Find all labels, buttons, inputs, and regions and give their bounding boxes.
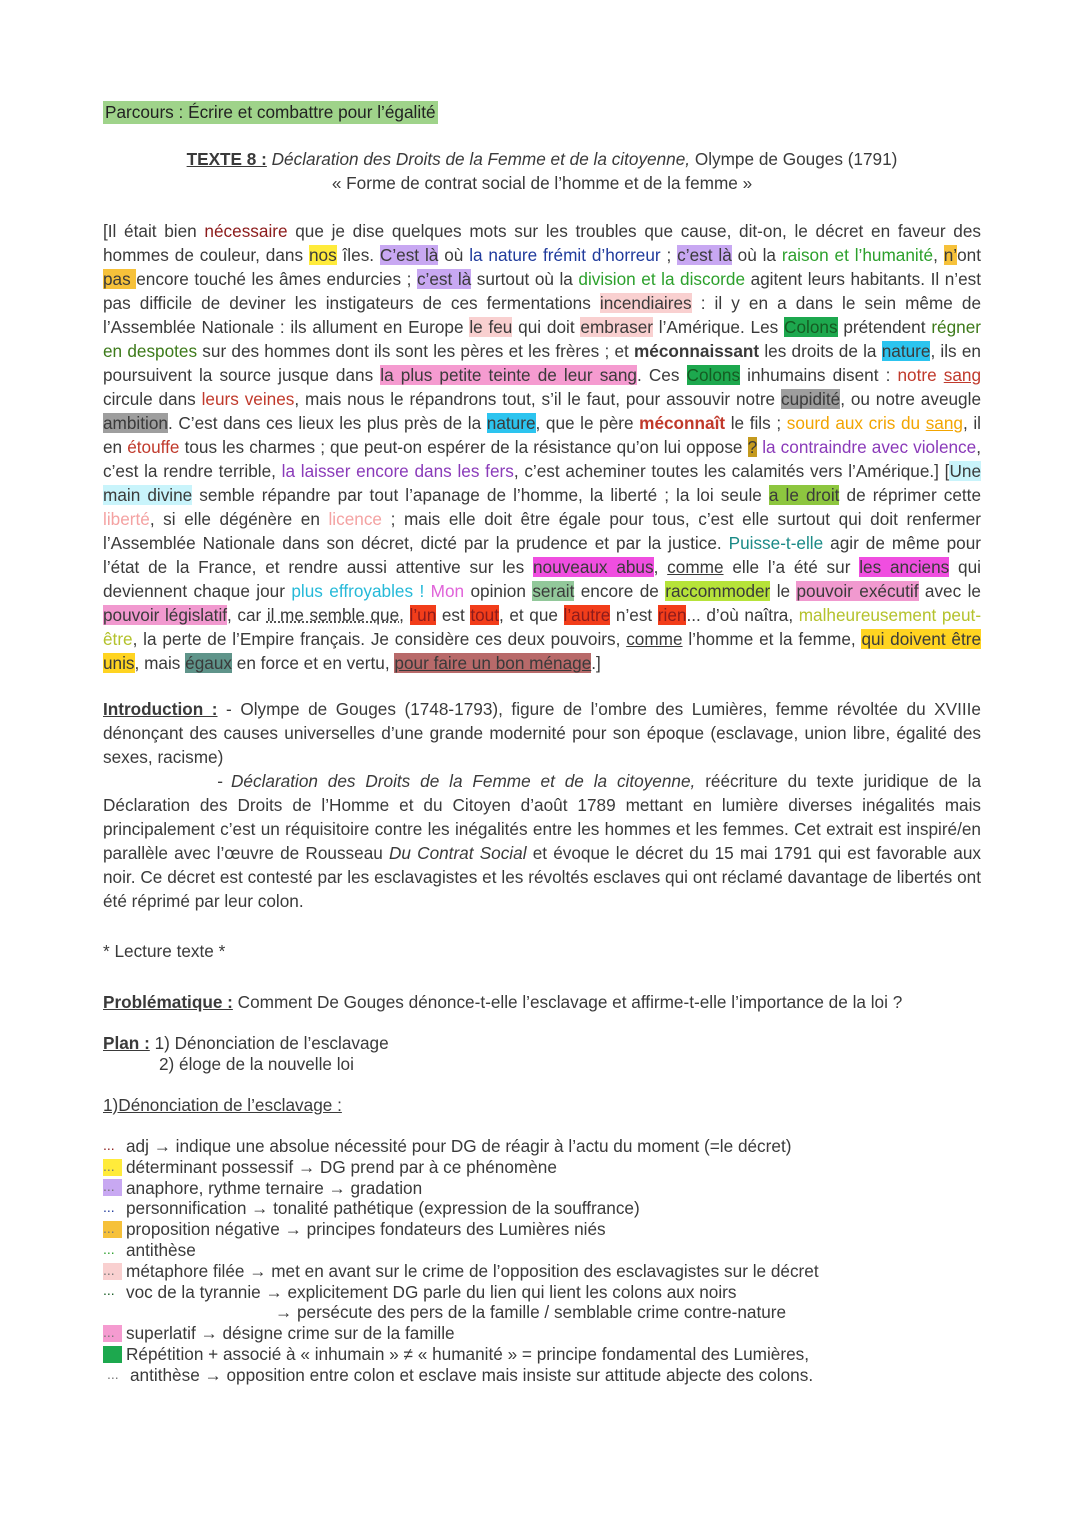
text-segment: encore de xyxy=(574,581,666,601)
text-segment: le fils ; xyxy=(725,413,787,433)
text-segment: circule dans xyxy=(103,389,202,409)
section-heading-1: 1)Dénonciation de l’esclavage : xyxy=(103,1095,342,1115)
highlighted-phrase: sang xyxy=(943,365,982,385)
text-segment: les droits de la xyxy=(759,341,882,361)
intro-text-2b: et évoque le décret du 15 mai 1791 qui est favorable aux noir. Ce décret est contesté par les esclavagistes et les révoltés esclaves qui ont réclamé davantage de libertés ont été réprimé par leur colon. xyxy=(103,843,981,911)
note-text: antithèse → opposition entre colon et esclave mais insiste sur attitude abjecte des colons. xyxy=(130,1364,814,1385)
text-segment: , il en xyxy=(103,413,982,457)
text-segment: . Ces xyxy=(636,365,687,385)
highlighted-phrase: n’ xyxy=(943,245,958,265)
plan-item-1: 1) Dénonciation de l’esclavage xyxy=(149,1033,389,1053)
highlighted-phrase: la plus petite teinte de leur sang xyxy=(380,365,637,385)
intro-text-2a: réécriture du texte juridique de la Déclaration des Droits de l’Homme et du Citoyen d’août 1789 mettant en lumière diverses inégalités mais principalement c’est un réquisitoire contre les inégalités entre les hommes et les femmes. Cet extrait est inspiré/en parallèle avec l’œuvre de Rousseau xyxy=(103,771,982,863)
highlighted-phrase: étouffe xyxy=(127,437,180,457)
note-text: proposition négative → principes fondateurs des Lumières niés xyxy=(126,1219,606,1240)
highlighted-phrase: a le droit xyxy=(768,485,840,505)
text-segment: tous les charmes ; que peut-on espérer de la résistance qu’on lui oppose xyxy=(179,437,748,457)
color-marker: ... xyxy=(103,1136,115,1153)
highlighted-phrase: le feu xyxy=(469,317,513,337)
intro-paragraph-1 xyxy=(103,697,981,769)
lecture-note: * Lecture texte * xyxy=(103,941,226,961)
highlighted-phrase: égaux xyxy=(185,653,232,673)
text-segment: . C’est dans ces lieux les plus près de la xyxy=(167,413,487,433)
text-segment: semble répandre par tout l’apanage de l’homme, la liberté ; la loi seule xyxy=(192,485,769,505)
text-segment: ; xyxy=(660,245,678,265)
text-segment: , ou notre aveugle xyxy=(840,389,981,409)
text-segment: , si elle dégénère en xyxy=(149,509,329,529)
highlighted-phrase: raison et l’humanité xyxy=(781,245,934,265)
highlighted-phrase: Mon xyxy=(430,581,465,601)
text-segment: , xyxy=(399,605,410,625)
highlighted-phrase: embraser xyxy=(580,317,653,337)
note-text: anaphore, rythme ternaire → gradation xyxy=(126,1177,423,1198)
plan-item-2: 2) éloge de la nouvelle loi xyxy=(159,1054,354,1074)
text-segment: , car xyxy=(227,605,267,625)
highlighted-phrase: pas xyxy=(103,269,137,289)
introduction xyxy=(103,697,981,913)
note-text: déterminant possessif → DG prend par à ce phénomène xyxy=(126,1156,557,1177)
title-line xyxy=(103,147,981,171)
plan xyxy=(103,1033,981,1075)
highlighted-phrase: nos xyxy=(308,245,337,265)
text-segment: avec le xyxy=(918,581,981,601)
text-segment: sur des hommes dont ils sont les pères et les frères ; et xyxy=(197,341,635,361)
title-label: TEXTE 8 : xyxy=(186,149,267,169)
note-text: Répétition + associé à « inhumain » ≠ « humanité » = principe fondamental des Lumières, xyxy=(126,1343,810,1364)
note-item xyxy=(103,1198,981,1219)
text-segment: encore touché les âmes endurcies ; xyxy=(136,269,417,289)
note-item xyxy=(103,1282,981,1303)
highlighted-phrase: serait xyxy=(532,581,575,601)
problematique xyxy=(103,992,981,1013)
color-marker: ... xyxy=(107,1365,119,1382)
note-item xyxy=(103,1219,981,1240)
highlighted-phrase: division et la discorde xyxy=(578,269,746,289)
text-segment: îles. xyxy=(336,245,380,265)
color-marker: ... xyxy=(103,1221,122,1238)
parcours-line xyxy=(103,101,981,124)
highlighted-phrase: l’autre xyxy=(563,605,611,625)
highlighted-phrase: raccommoder xyxy=(665,581,771,601)
highlighted-phrase: ambition xyxy=(103,413,168,433)
text-segment: que je dise quelques mots sur les troubles que cause, dit-on, le décret en faveur des hommes de couleur, dans xyxy=(103,221,981,265)
parcours-highlight: Parcours : Écrire et combattre pour l’égalité xyxy=(105,102,436,122)
color-marker: ... xyxy=(103,1282,115,1299)
plan-label: Plan : xyxy=(103,1033,150,1053)
intro-label: Introduction : xyxy=(103,699,218,719)
color-marker: ... xyxy=(103,1325,122,1342)
note-text: superlatif → désigne crime sur de la famille xyxy=(126,1323,455,1344)
text-segment: [Il était bien xyxy=(103,221,205,241)
highlighted-phrase: notre xyxy=(897,365,944,385)
text-segment: ont xyxy=(957,245,982,265)
text-segment: ... d’où naîtra, xyxy=(686,605,799,625)
text-segment: l’homme et la femme, xyxy=(682,629,862,649)
highlighted-phrase: nouveaux abus xyxy=(532,557,654,577)
text-segment: de réprimer cette xyxy=(839,485,982,505)
note-item xyxy=(103,1136,981,1157)
highlighted-phrase: qui doivent être unis xyxy=(103,629,982,673)
highlighted-phrase: c’est là xyxy=(677,245,732,265)
text-segment: , mais xyxy=(134,653,186,673)
highlighted-phrase: cupidité xyxy=(780,389,841,409)
highlighted-phrase: nécessaire xyxy=(204,221,288,241)
intro-work: Déclaration des Droits de la Femme et de la citoyenne, xyxy=(231,771,696,791)
highlighted-phrase: rien xyxy=(657,605,687,625)
highlighted-phrase: C’est là xyxy=(379,245,439,265)
highlighted-phrase: méconnaissant xyxy=(634,341,760,361)
text-segment: , et que xyxy=(499,605,564,625)
text-segment: , xyxy=(653,557,668,577)
text-segment: elle l’a été sur xyxy=(723,557,860,577)
text-segment: l’Amérique. Les xyxy=(652,317,785,337)
note-item xyxy=(103,1261,981,1282)
highlighted-phrase: la contraindre avec violence xyxy=(762,437,977,457)
note-item xyxy=(103,1344,981,1365)
note-text: personnification → tonalité pathétique (expression de la souffrance) xyxy=(126,1198,640,1219)
text-segment: .] xyxy=(591,653,601,673)
color-marker: ... xyxy=(103,1199,115,1216)
text-segment: en force et en vertu, xyxy=(232,653,395,673)
color-marker: ... xyxy=(103,1159,122,1176)
text-segment: qui deviennent chaque jour xyxy=(103,557,981,601)
page xyxy=(103,101,981,1386)
note-item xyxy=(103,1157,981,1178)
highlighted-phrase: Colons xyxy=(686,365,741,385)
note-item xyxy=(103,1240,981,1261)
highlighted-phrase: sang xyxy=(925,413,963,433)
highlighted-phrase: les anciens xyxy=(859,557,950,577)
highlighted-phrase: plus effroyables ! xyxy=(291,581,425,601)
color-marker: ... xyxy=(103,1263,122,1280)
highlighted-phrase: sourd aux cris du xyxy=(786,413,926,433)
highlighted-phrase: nature xyxy=(881,341,931,361)
note-item xyxy=(103,1365,981,1386)
highlighted-phrase: l’un xyxy=(409,605,437,625)
text-segment: ; mais elle doit être égale pour tous, c’est elle surtout qui doit renfermer l’Assemblée Nationale dans son décret, dicté par la prudence et par la justice. xyxy=(103,509,981,553)
note-item xyxy=(103,1323,981,1344)
highlighted-phrase: Une main divine xyxy=(103,461,981,505)
highlighted-phrase: méconnaît xyxy=(639,413,726,433)
text-segment: où xyxy=(438,245,470,265)
intro-text-1: - Olympe de Gouges (1748-1793), figure de l’ombre des Lumières, femme révoltée du XVIIIe dénonçant des causes universelles d’une grande modernité pour son époque (esclavage, union libre, égalité des sexes, racisme) xyxy=(103,699,981,767)
text-segment: surtout où la xyxy=(471,269,579,289)
problematique-text: Comment De Gouges dénonce-t-elle l’esclavage et affirme-t-elle l’importance de la loi ? xyxy=(232,992,903,1012)
text-segment: inhumains disent : xyxy=(740,365,898,385)
text-segment: , que le père xyxy=(535,413,640,433)
highlighted-phrase: il me semble que xyxy=(266,605,400,625)
highlighted-phrase: Colons xyxy=(784,317,838,337)
highlighted-phrase: tout xyxy=(470,605,500,625)
text-segment: , c’est la rendre terrible, xyxy=(103,437,981,481)
analysis-notes xyxy=(103,1136,981,1386)
note-item xyxy=(103,1302,981,1323)
highlighted-phrase: régner en despotes xyxy=(103,317,981,361)
plan-line-1 xyxy=(103,1033,981,1054)
text-segment: , ils en poursuivent la source jusque dans xyxy=(103,341,981,385)
text-segment: agir de même pour l’état de la France, et rendre aussi attentive sur les xyxy=(103,533,982,577)
highlighted-phrase: licence xyxy=(328,509,382,529)
highlighted-phrase: liberté xyxy=(103,509,150,529)
note-text: métaphore filée → met en avant sur le crime de l’opposition des esclavagistes sur le décret xyxy=(126,1260,819,1281)
text-segment: : il y en a dans le sein même de l’Assemblée Nationale : ils allument en Europe xyxy=(103,293,982,337)
title-author: Olympe de Gouges (1791) xyxy=(690,149,898,169)
note-text: antithèse xyxy=(126,1239,196,1260)
note-item xyxy=(103,1178,981,1199)
note-text: voc de la tyrannie → explicitement DG parle du lien qui lient les colons aux noirs xyxy=(126,1281,737,1302)
highlighted-phrase: comme xyxy=(667,557,724,577)
highlighted-phrase: leurs veines xyxy=(201,389,295,409)
title-subtitle: « Forme de contrat social de l’homme et de la femme » xyxy=(331,173,753,193)
note-text: → persécute des pers de la famille / semblable crime contre-nature xyxy=(275,1302,787,1323)
highlighted-phrase: incendiaires xyxy=(599,293,692,313)
color-marker: ... xyxy=(103,1179,122,1196)
text-segment: agitent leurs habitants. Il n’est pas difficile de deviner les instigateurs de ces fermentations xyxy=(103,269,982,313)
highlighted-phrase: comme xyxy=(626,629,683,649)
highlighted-phrase: la nature frémit d’horreur xyxy=(469,245,661,265)
text-segment: , xyxy=(933,245,944,265)
highlighted-phrase: c’est là xyxy=(416,269,472,289)
problematique-label: Problématique : xyxy=(103,992,233,1012)
highlighted-phrase: ? xyxy=(747,437,758,457)
highlighted-phrase: malheureusement peut-être xyxy=(103,605,982,649)
highlighted-phrase: Puisse-t-elle xyxy=(728,533,824,553)
intro-dash: - xyxy=(217,771,223,791)
color-marker xyxy=(103,1346,122,1363)
highlighted-phrase: pour faire un bon ménage xyxy=(394,653,592,673)
text-segment: n’est xyxy=(610,605,658,625)
text-segment: , mais nous le répandrons tout, s’il le faut, pour assouvir notre xyxy=(294,389,781,409)
text-segment: où la xyxy=(731,245,782,265)
text-segment: est xyxy=(436,605,471,625)
color-marker: ... xyxy=(103,1240,115,1257)
source-text xyxy=(103,219,981,675)
text-segment: , c’est acheminer toutes les calamités vers l’Amérique.] [ xyxy=(513,461,950,481)
text-segment: opinion xyxy=(464,581,533,601)
highlighted-phrase: nature xyxy=(486,413,536,433)
highlighted-phrase: pouvoir exécutif xyxy=(796,581,919,601)
text-segment: qui doit xyxy=(512,317,581,337)
note-text: adj → indique une absolue nécessité pour DG de réagir à l’actu du moment (=le décret) xyxy=(126,1136,792,1156)
title-work: Déclaration des Droits de la Femme et de la citoyenne, xyxy=(271,149,691,169)
text-segment: prétendent xyxy=(837,317,932,337)
highlighted-phrase: la laisser encore dans les fers xyxy=(281,461,514,481)
highlighted-phrase: pouvoir législatif xyxy=(103,605,228,625)
intro-book: Du Contrat Social xyxy=(389,843,527,863)
text-segment: le xyxy=(770,581,797,601)
text-segment: , la perte de l’Empire français. Je considère ces deux pouvoirs, xyxy=(132,629,627,649)
intro-paragraph-2 xyxy=(103,769,981,913)
text-title xyxy=(103,147,981,195)
